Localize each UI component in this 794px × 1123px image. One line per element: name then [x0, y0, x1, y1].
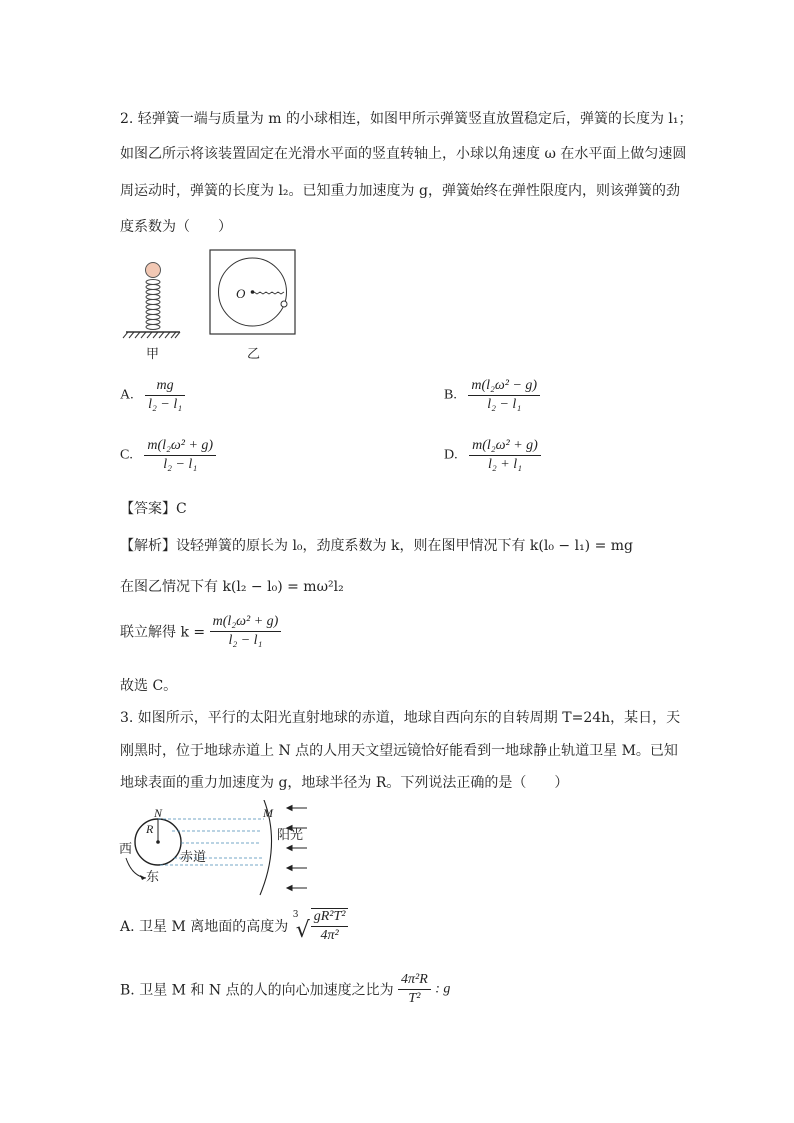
analysis-line-1	[120, 535, 633, 555]
figure-yi-label: 乙	[247, 347, 261, 362]
figure-yi-rotation	[208, 248, 298, 338]
root-symbol-icon: √	[295, 918, 310, 943]
analysis-3-denominator: l₂ − l₁	[228, 633, 263, 648]
analysis-line-3	[120, 614, 281, 649]
option-B-denominator: l₂ − l₁	[487, 397, 522, 412]
figure-jia-label: 甲	[146, 347, 160, 362]
option-C-denominator: l₂ − l₁	[163, 457, 198, 472]
option-D[interactable]	[444, 438, 541, 473]
rotation-arrow	[126, 858, 146, 878]
figure-center-label-O: O	[236, 286, 246, 301]
option-C-letter: C.	[120, 447, 133, 463]
q3-option-B-text: B. 卫星 M 和 N 点的人的向心加速度之比为	[120, 982, 394, 999]
analysis-3-prefix: 联立解得 k =	[120, 624, 206, 641]
ball	[146, 263, 161, 278]
option-C[interactable]	[120, 438, 216, 473]
option-A-denominator: l₂ − l₁	[148, 397, 183, 412]
analysis-tag: 【解析】	[120, 538, 176, 554]
q2-line-3: 周运动时，弹簧的长度为 l₂。已知重力加速度为 g，弹簧始终在弹性限度内，则该弹簧的劲	[120, 183, 680, 199]
figure-earth-sunlight	[112, 800, 322, 900]
label-east: 东	[146, 870, 160, 885]
ball-small	[281, 301, 287, 307]
conclusion-line: 故选 C。	[120, 678, 178, 694]
option-B-letter: B.	[444, 387, 457, 403]
q3-line-2: 刚黑时，位于地球赤道上 N 点的人用天文望远镜恰好能看到一地球静止轨道卫星 M。已知	[120, 743, 678, 759]
answer-tag: 【答案】	[120, 501, 176, 517]
spring-coil	[146, 280, 160, 330]
q3-option-B-suffix: : g	[435, 981, 451, 997]
q3-option-A-numerator: gR²T²	[311, 909, 349, 927]
spring-horizontal	[254, 292, 284, 294]
option-B[interactable]	[444, 378, 540, 413]
q3-option-A-denominator: 4π²	[320, 928, 339, 943]
option-C-numerator: m(l₂ω² + g)	[144, 438, 216, 456]
q3-option-B[interactable]	[120, 972, 450, 1007]
analysis-text-1: 设轻弹簧的原长为 l₀，劲度系数为 k，则在图甲情况下有 k(l₀ − l₁) = mg	[176, 538, 634, 554]
option-A-numerator: mg	[145, 378, 185, 396]
figure-jia-spring	[118, 252, 208, 362]
sunlight-arrows	[287, 806, 307, 891]
analysis-line-2: 在图乙情况下有 k(l₂ − l₀) = mω²l₂	[120, 579, 344, 595]
q3-option-B-numerator: 4π²R	[398, 972, 431, 990]
q2-line-4: 度系数为（ ）	[120, 219, 232, 235]
answer-value: C	[176, 501, 187, 517]
label-west: 西	[119, 842, 133, 857]
q2-line-2: 如图乙所示将该装置固定在光滑水平面的竖直转轴上，小球以角速度 ω 在水平面上做匀速圆	[120, 146, 687, 162]
option-A-letter: A.	[120, 387, 134, 403]
label-N: N	[154, 806, 163, 820]
q3-line-3: 地球表面的重力加速度为 g，地球半径为 R。下列说法正确的是（ ）	[120, 775, 569, 791]
q3-option-B-denominator: T²	[408, 991, 421, 1006]
option-D-denominator: l₂ + l₁	[488, 457, 522, 472]
cube-root-expr	[293, 908, 349, 944]
label-R: R	[146, 822, 154, 836]
option-B-numerator: m(l₂ω² − g)	[468, 378, 540, 396]
option-D-numerator: m(l₂ω² + g)	[469, 438, 541, 456]
answer-line	[120, 498, 187, 518]
label-sunlight: 阳光	[277, 828, 304, 843]
analysis-3-numerator: m(l₂ω² + g)	[210, 614, 282, 632]
option-D-letter: D.	[444, 447, 458, 463]
q3-option-A-text: A. 卫星 M 离地面的高度为	[120, 919, 289, 935]
q3-option-A[interactable]	[120, 908, 348, 944]
q3-line-1: 3. 如图所示，平行的太阳光直射地球的赤道，地球自西向东的自转周期 T=24h，某日，天	[120, 710, 681, 726]
q2-line-1: 2. 轻弹簧一端与质量为 m 的小球相连，如图甲所示弹簧竖直放置稳定后，弹簧的长度为 l₁；	[120, 111, 693, 127]
label-equator: 赤道	[180, 850, 207, 865]
root-index: 3	[292, 910, 299, 920]
label-M: M	[263, 806, 273, 820]
option-A[interactable]	[120, 378, 185, 413]
